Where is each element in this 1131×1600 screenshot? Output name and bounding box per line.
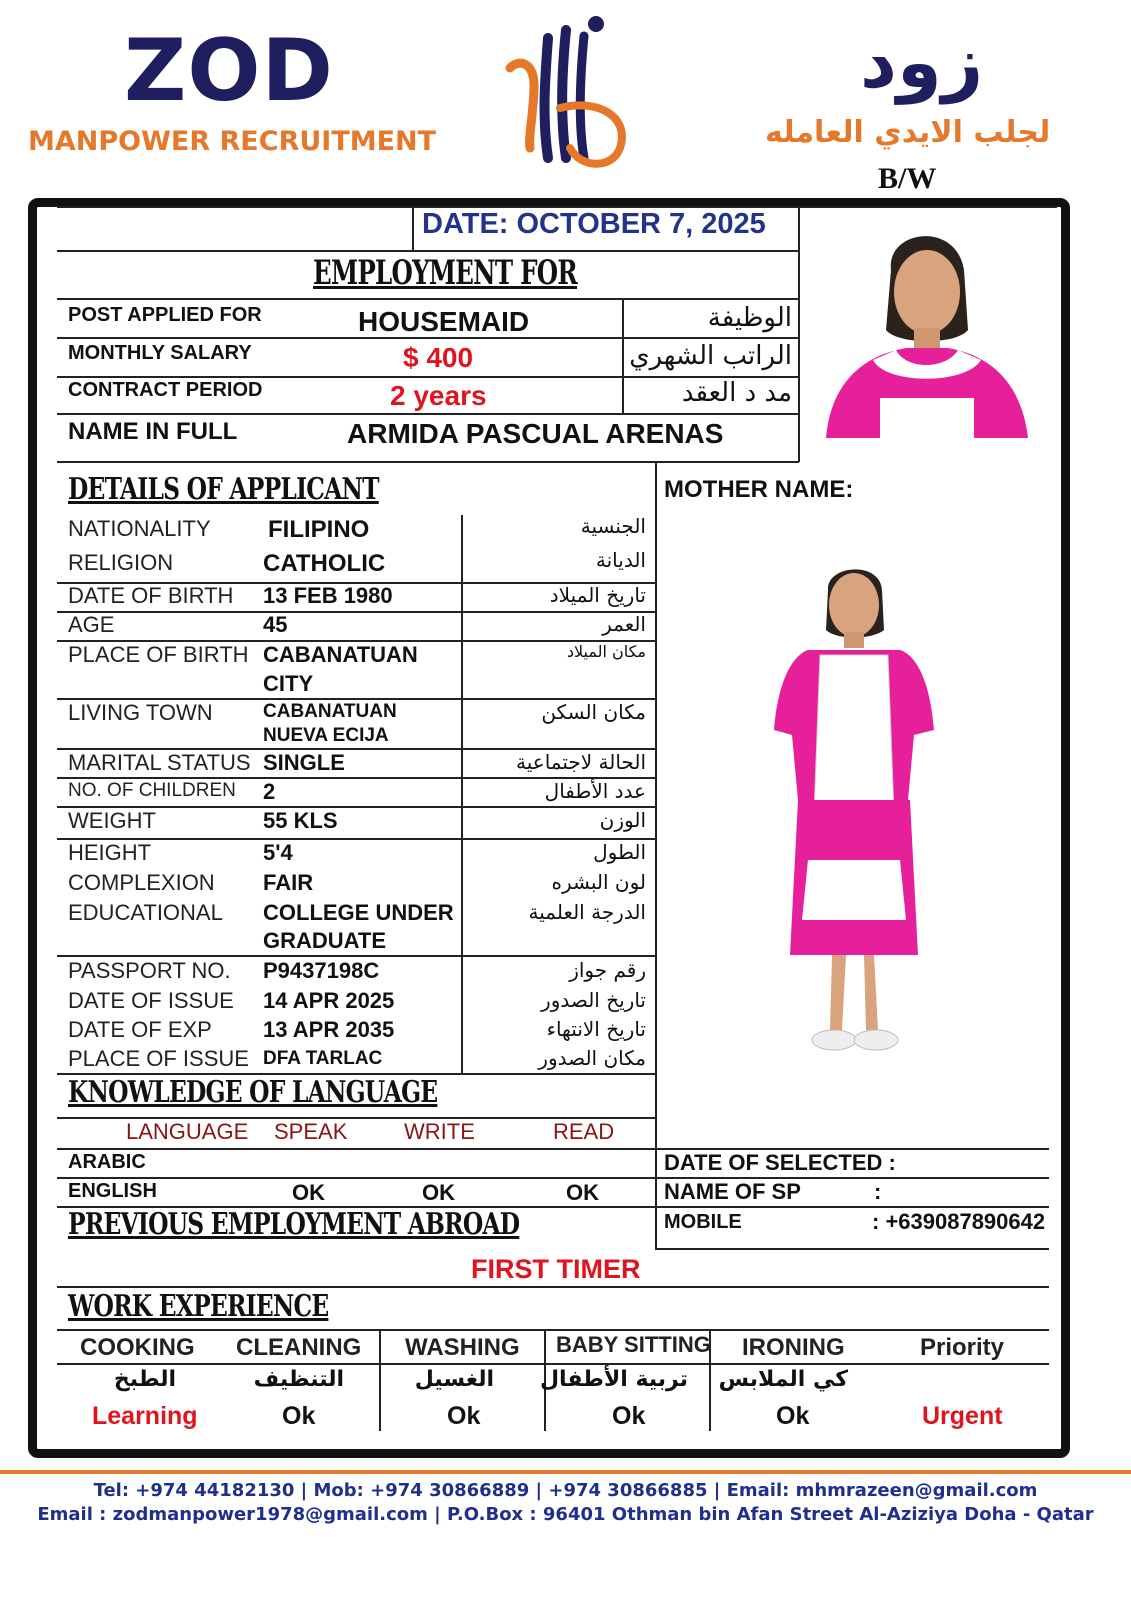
detail-value: SINGLE: [263, 750, 345, 775]
detail-ar: تاريخ الانتهاء: [546, 1017, 646, 1041]
divider: [412, 206, 414, 250]
language-arabic: ARABIC: [68, 1151, 146, 1173]
detail-value: 45: [263, 612, 288, 637]
salary-label: MONTHLY SALARY: [68, 342, 252, 364]
detail-ar: الطول: [593, 840, 646, 864]
detail-ar: تاريخ الميلاد: [549, 583, 646, 607]
footer-divider: [0, 1470, 1131, 1474]
detail-label: DATE OF EXP: [68, 1017, 212, 1042]
contract-label: CONTRACT PERIOD: [68, 379, 263, 401]
work-col-baby-sitting: BABY SITTING: [556, 1332, 711, 1357]
detail-value: DFA TARLAC: [263, 1048, 383, 1069]
detail-ar: مكان الصدور: [538, 1046, 646, 1070]
detail-value: P9437198C: [263, 958, 380, 983]
work-val-washing: Ok: [447, 1402, 481, 1430]
form-code: B/W: [878, 162, 937, 195]
company-logo-arabic-subtitle: لجلب الايدي العامله: [765, 115, 1051, 150]
salary-ar: الراتب الشهري: [629, 341, 792, 371]
detail-label: RELIGION: [68, 550, 174, 575]
form-date: DATE: OCTOBER 7, 2025: [422, 208, 766, 240]
detail-value-line2: NUEVA ECIJA: [263, 725, 389, 746]
company-logo-arabic: زود: [860, 20, 984, 104]
work-val-cooking: Learning: [92, 1402, 198, 1430]
detail-ar: الديانة: [595, 548, 646, 572]
divider: [57, 955, 655, 957]
company-logo-subtitle: MANPOWER RECRUITMENT: [28, 126, 437, 157]
work-val-priority: Urgent: [922, 1402, 1003, 1430]
detail-ar: الدرجة العلمية: [528, 900, 646, 924]
divider: [655, 1248, 1049, 1250]
detail-label: COMPLEXION: [68, 870, 215, 895]
divider: [57, 1177, 1049, 1179]
divider: [655, 462, 657, 1248]
detail-value: 14 APR 2025: [263, 988, 395, 1013]
work-col-cleaning: CLEANING: [236, 1334, 362, 1361]
divider: [379, 1329, 381, 1431]
post-ar: الوظيفة: [707, 303, 792, 333]
work-col-ironing: IRONING: [742, 1334, 845, 1361]
work-ar-cooking: الطبخ: [113, 1367, 176, 1392]
detail-ar: لون البشره: [551, 870, 646, 894]
divider: [622, 298, 624, 413]
detail-value: 13 APR 2035: [263, 1017, 395, 1042]
work-val-ironing: Ok: [776, 1402, 810, 1430]
detail-label: NO. OF CHILDREN: [68, 780, 236, 801]
mobile-label: MOBILE: [664, 1211, 742, 1233]
detail-value: 5'4: [263, 840, 293, 865]
detail-ar: العمر: [602, 612, 646, 636]
work-ar-washing: الغسيل: [414, 1367, 494, 1392]
contract-value: 2 years: [390, 380, 487, 411]
divider: [798, 206, 800, 462]
detail-ar: الجنسية: [580, 514, 646, 538]
detail-label: MARITAL STATUS: [68, 750, 251, 775]
detail-value: 55 KLS: [263, 808, 338, 833]
divider: [57, 298, 799, 300]
name-label: NAME IN FULL: [68, 418, 238, 445]
mother-name-label: MOTHER NAME:: [664, 476, 854, 503]
detail-value: CATHOLIC: [263, 550, 386, 577]
detail-label: PLACE OF ISSUE: [68, 1046, 249, 1071]
divider: [57, 413, 799, 415]
detail-value-line2: CITY: [263, 671, 314, 696]
detail-ar: عدد الأطفال: [544, 779, 646, 803]
detail-value: FAIR: [263, 870, 314, 895]
company-logo-text: ZOD: [124, 21, 334, 121]
detail-label: DATE OF ISSUE: [68, 988, 234, 1013]
language-english: ENGLISH: [68, 1180, 157, 1202]
detail-label: HEIGHT: [68, 840, 152, 865]
language-section-title: KNOWLEDGE OF LANGUAGE: [68, 1075, 438, 1110]
detail-ar: تاريخ الصدور: [541, 988, 646, 1012]
detail-ar: رقم جواز: [569, 958, 646, 982]
salary-value: $ 400: [403, 342, 474, 373]
work-col-cooking: COOKING: [80, 1334, 195, 1361]
mobile-value: : +639087890642: [872, 1209, 1046, 1234]
divider: [57, 1363, 1049, 1365]
company-emblem-icon: [500, 8, 640, 178]
detail-ar: مكان السكن: [541, 700, 646, 724]
date-selected-label: DATE OF SELECTED :: [664, 1150, 896, 1175]
language-header-speak: SPEAK: [274, 1119, 348, 1144]
detail-ar: الوزن: [599, 808, 646, 832]
detail-ar: مكان الميلاد: [566, 642, 646, 661]
work-ar-ironing: كي الملابس: [718, 1367, 848, 1392]
detail-value: COLLEGE UNDER: [263, 900, 454, 925]
detail-value-line2: GRADUATE: [263, 928, 387, 953]
detail-value: CABANATUAN: [263, 701, 397, 722]
previous-employment-value: FIRST TIMER: [471, 1254, 641, 1284]
language-header-language: LANGUAGE: [126, 1119, 249, 1144]
detail-ar: الحالة لاجتماعية: [516, 750, 646, 774]
work-ar-baby-sitting: تربية الأطفال: [539, 1367, 688, 1392]
detail-label: NATIONALITY: [68, 516, 211, 541]
previous-employment-title: PREVIOUS EMPLOYMENT ABROAD: [68, 1207, 520, 1242]
divider: [57, 1148, 1049, 1150]
form-title: EMPLOYMENT FOR: [313, 253, 578, 293]
applicant-portrait-photo: [806, 210, 1042, 438]
english-speak: OK: [292, 1180, 325, 1205]
detail-label: DATE OF BIRTH: [68, 583, 234, 608]
divider: [57, 1329, 1049, 1331]
divider: [57, 250, 799, 252]
divider: [461, 515, 463, 1073]
detail-label: AGE: [68, 612, 115, 637]
work-col-priority: Priority: [920, 1334, 1005, 1361]
post-value: HOUSEMAID: [358, 306, 530, 337]
detail-label: PASSPORT NO.: [68, 958, 231, 983]
detail-value: 2: [263, 779, 276, 804]
contract-ar: مد د العقد: [681, 378, 792, 408]
name-value: ARMIDA PASCUAL ARENAS: [347, 418, 724, 449]
footer-contact-line-2: Email : zodmanpower1978@gmail.com | P.O.Box : 96401 Othman bin Afan Street Al-Aziziya Doha - Qatar: [37, 1504, 1094, 1525]
detail-label: EDUCATIONAL: [68, 900, 223, 925]
sp-name-label: NAME OF SP: [664, 1179, 801, 1204]
post-label: POST APPLIED FOR: [68, 304, 262, 326]
divider: [57, 461, 799, 463]
divider: [57, 1286, 1049, 1288]
work-ar-cleaning: التنظيف: [253, 1367, 344, 1392]
detail-value: CABANATUAN: [263, 642, 418, 667]
work-experience-title: WORK EXPERIENCE: [68, 1289, 329, 1324]
divider: [57, 611, 655, 613]
detail-label: LIVING TOWN: [68, 700, 213, 725]
detail-value: 13 FEB 1980: [263, 583, 393, 608]
work-val-baby-sitting: Ok: [612, 1402, 646, 1430]
divider: [57, 337, 799, 339]
details-section-title: DETAILS OF APPLICANT: [68, 472, 379, 507]
work-val-cleaning: Ok: [282, 1402, 316, 1430]
detail-value: FILIPINO: [268, 516, 370, 543]
language-header-read: READ: [553, 1119, 615, 1144]
sp-name-colon: :: [874, 1179, 882, 1204]
footer-contact-line-1: Tel: +974 44182130 | Mob: +974 30866889 | +974 30866885 | Email: mhmrazeen@gmail.com: [93, 1480, 1038, 1501]
applicant-full-body-photo: [768, 560, 938, 1070]
work-col-washing: WASHING: [405, 1334, 520, 1361]
detail-label: PLACE OF BIRTH: [68, 642, 249, 667]
english-read: OK: [566, 1180, 599, 1205]
english-write: OK: [422, 1180, 455, 1205]
language-header-write: WRITE: [404, 1119, 475, 1144]
detail-label: WEIGHT: [68, 808, 156, 833]
